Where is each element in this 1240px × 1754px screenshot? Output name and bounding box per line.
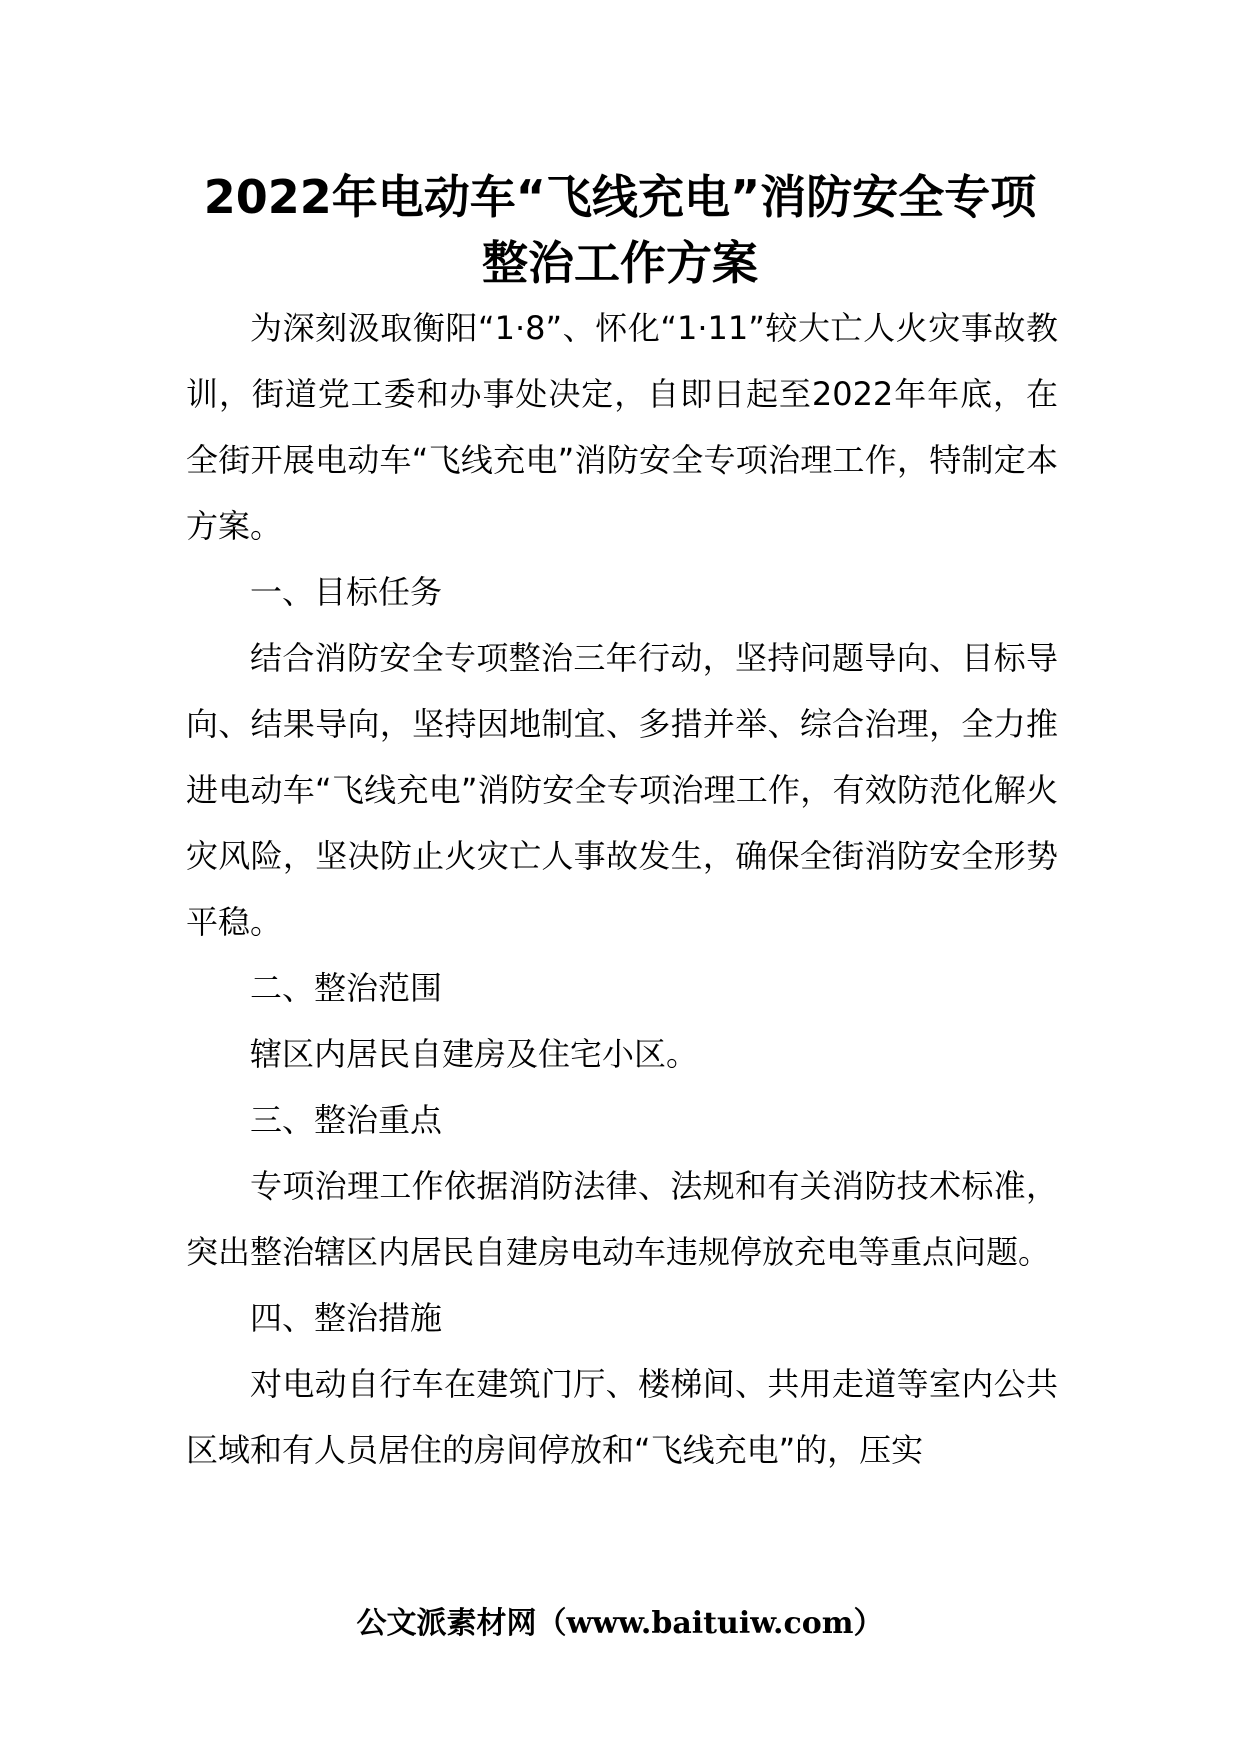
heading-measures: 四、整治措施 — [250, 1299, 443, 1337]
footer-watermark: 公文派素材网（www.baituiw.com） — [356, 1606, 884, 1641]
paragraph-measures: 对电动自行车在建筑门厅、楼梯间、共用走道等室内公共区域和有人员居住的房间停放和“飞线充电”的，压实 — [186, 1365, 1058, 1469]
paragraph-focus: 专项治理工作依据消防法律、法规和有关消防技术标准，突出整治辖区内居民自建房电动车违规停放充电等重点问题。 — [186, 1167, 1058, 1271]
document-body — [186, 295, 1058, 1483]
heading-focus: 三、整治重点 — [250, 1101, 443, 1139]
paragraph-intro: 为深刻汲取衡阳“1·8”、怀化“1·11”较大亡人火灾事故教训，街道党工委和办事处决定，自即日起至2022年年底，在全街开展电动车“飞线充电”消防安全专项治理工作，特制定本方案。 — [186, 309, 1058, 545]
document-title: 2022年电动车“飞线充电”消防安全专项整治工作方案 — [203, 170, 1037, 290]
heading-goals: 一、目标任务 — [250, 573, 443, 611]
paragraph-scope: 辖区内居民自建房及住宅小区。 — [250, 1035, 699, 1073]
paragraph-goals: 结合消防安全专项整治三年行动，坚持问题导向、目标导向、结果导向，坚持因地制宜、多措并举、综合治理，全力推进电动车“飞线充电”消防安全专项治理工作，有效防范化解火灾风险，坚决防止火灾亡人事故发生，确保全街消防安全形势平稳。 — [186, 639, 1058, 941]
heading-scope: 二、整治范围 — [250, 969, 443, 1007]
